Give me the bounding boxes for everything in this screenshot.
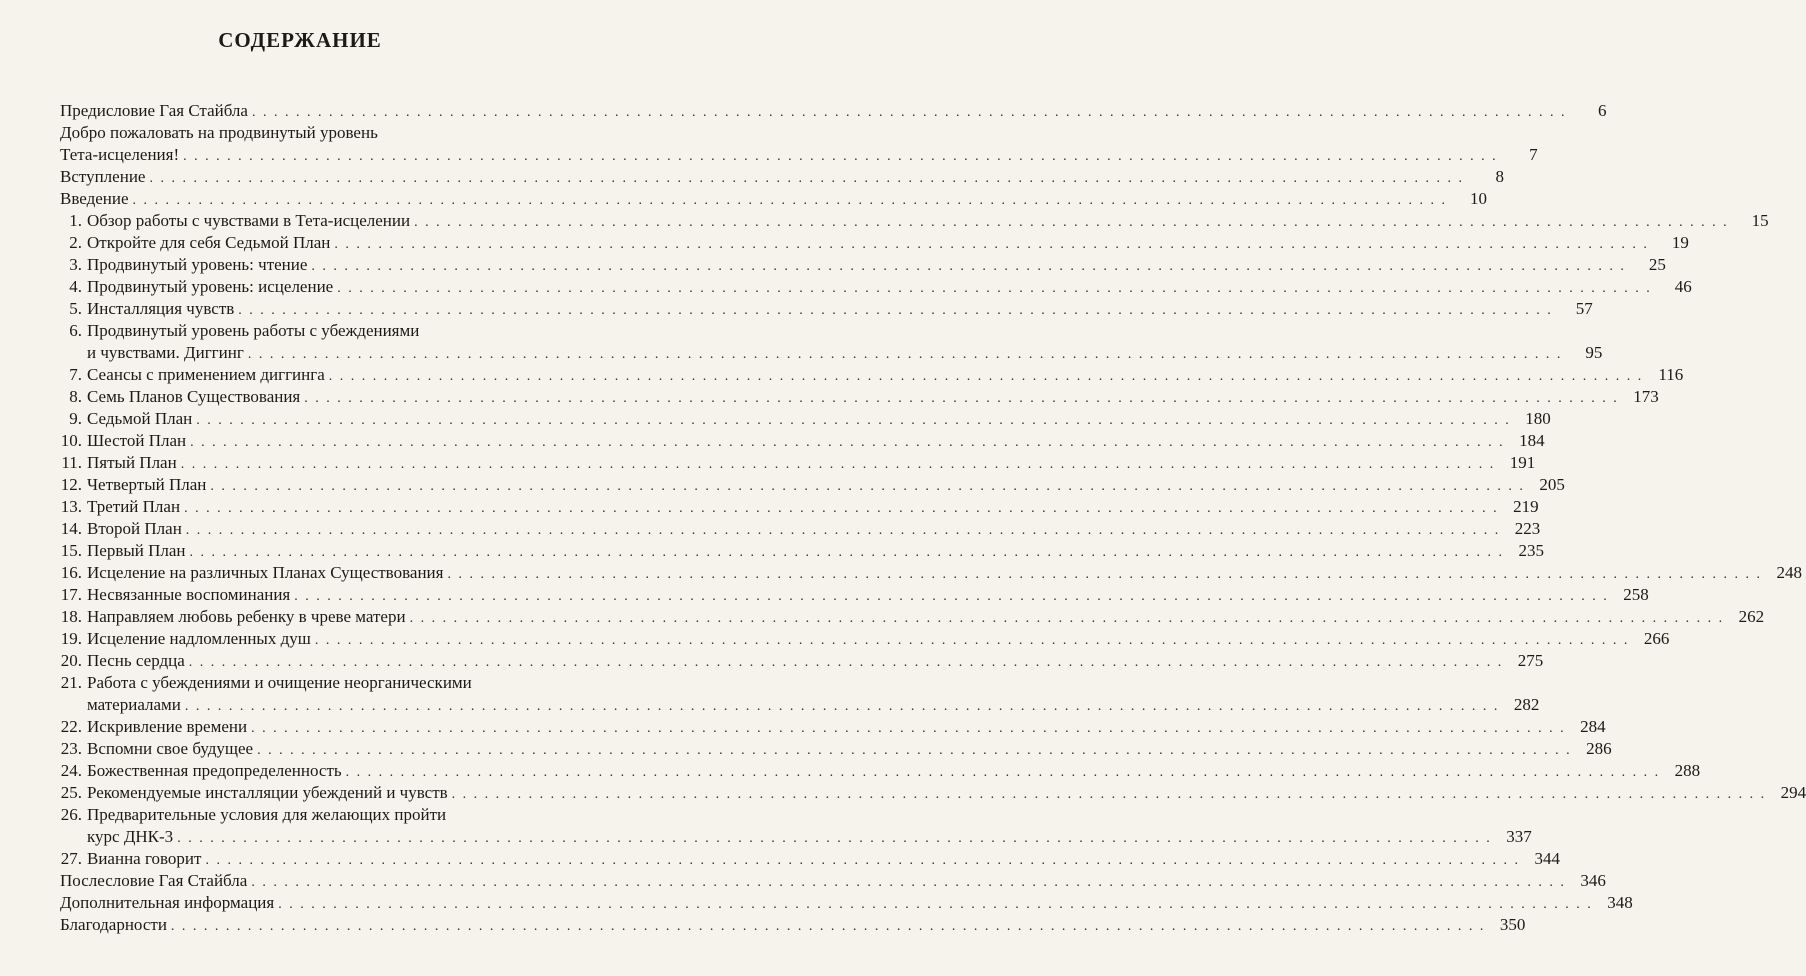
chapter-number: 14. bbox=[60, 519, 82, 538]
leader-dots: . . . . . . . . . . . . . . . . . . . . . . . . . . . . . . . . . . . . . . . . . . . . . . . . . . . . . . . . . . . . . . . . . . . . . . . . . . . . . . . . . . . . . . . . . . . . . . . . . . . . . . . . . . . . . . . . . . . . . . . . bbox=[205, 853, 1520, 868]
page-number: 7 bbox=[1529, 145, 1538, 164]
page-number: 262 bbox=[1738, 607, 1765, 626]
entry-title: и чувствами. Диггинг bbox=[87, 343, 244, 362]
leader-dots: . . . . . . . . . . . . . . . . . . . . . . . . . . . . . . . . . . . . . . . . . . . . . . . . . . . . . . . . . . . . . . . . . . . . . . . . . . . . . . . . . . . . . . . . . . . . . . . . . . . . . . . . . . . . . . . . . . . . . . . . bbox=[345, 765, 1661, 780]
page-number: 191 bbox=[1509, 453, 1536, 472]
entry-title: Четвертый План bbox=[87, 475, 207, 494]
toc-entry bbox=[60, 804, 1532, 848]
chapter-number: 20. bbox=[60, 651, 82, 670]
entry-title: Третий План bbox=[87, 497, 181, 516]
chapter-number: 3. bbox=[69, 255, 82, 274]
entry-title: Инсталляция чувств bbox=[87, 299, 235, 318]
page-title: СОДЕРЖАНИЕ bbox=[218, 28, 382, 52]
entry-title: Обзор работы с чувствами в Тета-исцелении bbox=[87, 211, 411, 230]
page-number: 235 bbox=[1518, 541, 1545, 560]
page-number: 15 bbox=[1751, 211, 1769, 230]
page-number: 25 bbox=[1648, 255, 1666, 274]
toc-entry bbox=[60, 254, 1666, 276]
entry-title: Искривление времени bbox=[87, 717, 248, 736]
toc-entry bbox=[60, 188, 1488, 210]
toc-entry bbox=[60, 738, 1612, 760]
chapter-number: 2. bbox=[69, 233, 82, 252]
page-number: 10 bbox=[1470, 189, 1488, 208]
leader-dots: . . . . . . . . . . . . . . . . . . . . . . . . . . . . . . . . . . . . . . . . . . . . . . . . . . . . . . . . . . . . . . . . . . . . . . . . . . . . . . . . . . . . . . . . . . . . . . . . . . . . . . . . . . . . . . . . . . . . . . . . bbox=[251, 721, 1566, 736]
toc-entry bbox=[60, 496, 1539, 518]
entry-title: курс ДНК-3 bbox=[87, 827, 174, 846]
entry-title: Сеансы с применением диггинга bbox=[87, 365, 325, 384]
entry-title: Вианна говорит bbox=[87, 849, 202, 868]
entry-title: Пятый План bbox=[87, 453, 177, 472]
page-number: 173 bbox=[1633, 387, 1659, 406]
toc-entry bbox=[60, 870, 1606, 892]
leader-dots: . . . . . . . . . . . . . . . . . . . . . . . . . . . . . . . . . . . . . . . . . . . . . . . . . . . . . . . . . . . . . . . . . . . . . . . . . . . . . . . . . . . . . . . . . . . . . . . . . . . . . . . . . . . . . . . . . . . . . . . . bbox=[238, 303, 1553, 318]
entry-title: Продвинутый уровень работы с убеждениями bbox=[87, 321, 420, 340]
leader-dots: . . . . . . . . . . . . . . . . . . . . . . . . . . . . . . . . . . . . . . . . . . . . . . . . . . . . . . . . . . . . . . . . . . . . . . . . . . . . . . . . . . . . . . . . . . . . . . . . . . . . . . . . . . . . . . . . . . . . . . . . bbox=[149, 171, 1464, 186]
chapter-number: 13. bbox=[60, 497, 82, 516]
toc-entry bbox=[60, 628, 1670, 650]
page-number: 294 bbox=[1780, 783, 1806, 802]
toc-entry bbox=[60, 386, 1659, 408]
entry-title: Послесловие Гая Стайбла bbox=[60, 871, 248, 890]
page-number: 46 bbox=[1674, 277, 1692, 296]
chapter-number: 18. bbox=[60, 607, 82, 626]
chapter-number: 25. bbox=[60, 783, 82, 802]
leader-dots: . . . . . . . . . . . . . . . . . . . . . . . . . . . . . . . . . . . . . . . . . . . . . . . . . . . . . . . . . . . . . . . . . . . . . . . . . . . . . . . . . . . . . . . . . . . . . . . . . . . . . . . . . . . . . . . . . . . . . . . . bbox=[185, 523, 1501, 538]
page-number: 258 bbox=[1623, 585, 1649, 604]
page-number: 95 bbox=[1585, 343, 1603, 362]
entry-title: Дополнительная информация bbox=[60, 893, 275, 912]
entry-title: Продвинутый уровень: исцеление bbox=[87, 277, 334, 296]
leader-dots: . . . . . . . . . . . . . . . . . . . . . . . . . . . . . . . . . . . . . . . . . . . . . . . . . . . . . . . . . . . . . . . . . . . . . . . . . . . . . . . . . . . . . . . . . . . . . . . . . . . . . . . . . . . . . . . . . . . . . . . . bbox=[414, 215, 1729, 230]
toc-entry bbox=[60, 320, 1603, 364]
leader-dots: . . . . . . . . . . . . . . . . . . . . . . . . . . . . . . . . . . . . . . . . . . . . . . . . . . . . . . . . . . . . . . . . . . . . . . . . . . . . . . . . . . . . . . . . . . . . . . . . . . . . . . . . . . . . . . . . . . . . . . . . bbox=[132, 193, 1448, 208]
leader-dots: . . . . . . . . . . . . . . . . . . . . . . . . . . . . . . . . . . . . . . . . . . . . . . . . . . . . . . . . . . . . . . . . . . . . . . . . . . . . . . . . . . . . . . . . . . . . . . . . . . . . . . . . . . . . . . . . . . . . . . . . bbox=[409, 611, 1725, 626]
entry-title: Шестой План bbox=[87, 431, 187, 450]
entry-title: Рекомендуемые инсталляции убеждений и чувств bbox=[87, 783, 448, 802]
page-number: 6 bbox=[1597, 101, 1607, 120]
entry-title: Исцеление надломленных душ bbox=[87, 629, 311, 648]
toc-entry bbox=[60, 760, 1701, 782]
page-number: 282 bbox=[1513, 695, 1540, 714]
toc-entry bbox=[60, 232, 1689, 254]
toc-entry bbox=[60, 298, 1593, 320]
leader-dots: . . . . . . . . . . . . . . . . . . . . . . . . . . . . . . . . . . . . . . . . . . . . . . . . . . . . . . . . . . . . . . . . . . . . . . . . . . . . . . . . . . . . . . . . . . . . . . . . . . . . . . . . . . . . . . . . . . . . . . . . bbox=[251, 105, 1567, 120]
chapter-number: 19. bbox=[60, 629, 82, 648]
leader-dots: . . . . . . . . . . . . . . . . . . . . . . . . . . . . . . . . . . . . . . . . . . . . . . . . . . . . . . . . . . . . . . . . . . . . . . . . . . . . . . . . . . . . . . . . . . . . . . . . . . . . . . . . . . . . . . . . . . . . . . . . bbox=[184, 699, 1500, 714]
chapter-number: 7. bbox=[69, 365, 82, 384]
page-number: 266 bbox=[1643, 629, 1670, 648]
toc-entry bbox=[60, 276, 1692, 298]
page-number: 275 bbox=[1517, 651, 1544, 670]
toc-entry bbox=[60, 166, 1504, 188]
entry-title: Откройте для себя Седьмой План bbox=[87, 233, 331, 252]
chapter-number: 17. bbox=[60, 585, 82, 604]
chapter-number: 16. bbox=[60, 563, 82, 582]
page-number: 57 bbox=[1575, 299, 1593, 318]
toc-entry bbox=[60, 122, 1538, 166]
toc-entry bbox=[60, 100, 1607, 122]
toc-entry bbox=[60, 848, 1560, 870]
leader-dots: . . . . . . . . . . . . . . . . . . . . . . . . . . . . . . . . . . . . . . . . . . . . . . . . . . . . . . . . . . . . . . . . . . . . . . . . . . . . . . . . . . . . . . . . . . . . . . . . . . . . . . . . . . . . . . . . . . . . . . . . bbox=[183, 149, 1498, 164]
entry-title: Первый План bbox=[87, 541, 186, 560]
toc-entry bbox=[60, 474, 1565, 496]
leader-dots: . . . . . . . . . . . . . . . . . . . . . . . . . . . . . . . . . . . . . . . . . . . . . . . . . . . . . . . . . . . . . . . . . . . . . . . . . . . . . . . . . . . . . . . . . . . . . . . . . . . . . . . . . . . . . . . . . . . . . . . . bbox=[170, 919, 1486, 934]
leader-dots: . . . . . . . . . . . . . . . . . . . . . . . . . . . . . . . . . . . . . . . . . . . . . . . . . . . . . . . . . . . . . . . . . . . . . . . . . . . . . . . . . . . . . . . . . . . . . . . . . . . . . . . . . . . . . . . . . . . . . . . . bbox=[294, 589, 1609, 604]
entry-title: Введение bbox=[60, 189, 129, 208]
toc-entry bbox=[60, 914, 1526, 936]
entry-title: Благодарности bbox=[60, 915, 167, 934]
leader-dots: . . . . . . . . . . . . . . . . . . . . . . . . . . . . . . . . . . . . . . . . . . . . . . . . . . . . . . . . . . . . . . . . . . . . . . . . . . . . . . . . . . . . . . . . . . . . . . . . . . . . . . . . . . . . . . . . . . . . . . . . bbox=[337, 281, 1652, 296]
chapter-number: 9. bbox=[69, 409, 82, 428]
page-number: 337 bbox=[1506, 827, 1532, 846]
chapter-number: 26. bbox=[60, 805, 82, 824]
page-number: 350 bbox=[1499, 915, 1526, 934]
page-number: 116 bbox=[1658, 365, 1684, 384]
toc-entry bbox=[60, 430, 1545, 452]
toc-entry bbox=[60, 364, 1684, 386]
page-number: 346 bbox=[1580, 871, 1606, 890]
toc-entry bbox=[60, 892, 1633, 914]
leader-dots: . . . . . . . . . . . . . . . . . . . . . . . . . . . . . . . . . . . . . . . . . . . . . . . . . . . . . . . . . . . . . . . . . . . . . . . . . . . . . . . . . . . . . . . . . . . . . . . . . . . . . . . . . . . . . . . . . . . . . . . . bbox=[180, 457, 1496, 472]
page-number: 286 bbox=[1586, 739, 1612, 758]
entry-title: Семь Планов Существования bbox=[87, 387, 301, 406]
chapter-number: 11. bbox=[61, 453, 82, 472]
page-number: 205 bbox=[1539, 475, 1565, 494]
entry-title: Направляем любовь ребенку в чреве матери bbox=[87, 607, 406, 626]
chapter-number: 27. bbox=[60, 849, 82, 868]
page-number: 284 bbox=[1580, 717, 1606, 736]
leader-dots: . . . . . . . . . . . . . . . . . . . . . . . . . . . . . . . . . . . . . . . . . . . . . . . . . . . . . . . . . . . . . . . . . . . . . . . . . . . . . . . . . . . . . . . . . . . . . . . . . . . . . . . . . . . . . . . . . . . . . . . . bbox=[451, 787, 1767, 802]
chapter-number: 15. bbox=[60, 541, 82, 560]
table-of-contents bbox=[60, 100, 1806, 936]
entry-title: Божественная предопределенность bbox=[87, 761, 342, 780]
entry-title: Добро пожаловать на продвинутый уровень bbox=[60, 123, 378, 142]
entry-title: Седьмой План bbox=[87, 409, 193, 428]
toc-entry bbox=[60, 518, 1541, 540]
toc-entry bbox=[60, 716, 1606, 738]
toc-entry bbox=[60, 562, 1802, 584]
chapter-number: 5. bbox=[69, 299, 82, 318]
page-number: 8 bbox=[1495, 167, 1504, 186]
leader-dots: . . . . . . . . . . . . . . . . . . . . . . . . . . . . . . . . . . . . . . . . . . . . . . . . . . . . . . . . . . . . . . . . . . . . . . . . . . . . . . . . . . . . . . . . . . . . . . . . . . . . . . . . . . . . . . . . . . . . . . . . bbox=[304, 391, 1619, 406]
leader-dots: . . . . . . . . . . . . . . . . . . . . . . . . . . . . . . . . . . . . . . . . . . . . . . . . . . . . . . . . . . . . . . . . . . . . . . . . . . . . . . . . . . . . . . . . . . . . . . . . . . . . . . . . . . . . . . . . . . . . . . . . bbox=[190, 435, 1505, 450]
toc-entry bbox=[60, 606, 1765, 628]
leader-dots: . . . . . . . . . . . . . . . . . . . . . . . . . . . . . . . . . . . . . . . . . . . . . . . . . . . . . . . . . . . . . . . . . . . . . . . . . . . . . . . . . . . . . . . . . . . . . . . . . . . . . . . . . . . . . . . . . . . . . . . . bbox=[247, 347, 1563, 362]
toc-entry bbox=[60, 782, 1806, 804]
leader-dots: . . . . . . . . . . . . . . . . . . . . . . . . . . . . . . . . . . . . . . . . . . . . . . . . . . . . . . . . . . . . . . . . . . . . . . . . . . . . . . . . . . . . . . . . . . . . . . . . . . . . . . . . . . . . . . . . . . . . . . . . bbox=[210, 479, 1525, 494]
toc-entry bbox=[60, 210, 1769, 232]
chapter-number: 23. bbox=[60, 739, 82, 758]
entry-title: Предварительные условия для желающих пройти bbox=[87, 805, 447, 824]
chapter-number: 8. bbox=[69, 387, 82, 406]
entry-title: Песнь сердца bbox=[87, 651, 185, 670]
toc-entry bbox=[60, 584, 1649, 606]
toc-entry bbox=[60, 408, 1551, 430]
chapter-number: 22. bbox=[60, 717, 82, 736]
leader-dots: . . . . . . . . . . . . . . . . . . . . . . . . . . . . . . . . . . . . . . . . . . . . . . . . . . . . . . . . . . . . . . . . . . . . . . . . . . . . . . . . . . . . . . . . . . . . . . . . . . . . . . . . . . . . . . . . . . . . . . . . bbox=[328, 369, 1644, 384]
leader-dots: . . . . . . . . . . . . . . . . . . . . . . . . . . . . . . . . . . . . . . . . . . . . . . . . . . . . . . . . . . . . . . . . . . . . . . . . . . . . . . . . . . . . . . . . . . . . . . . . . . . . . . . . . . . . . . . . . . . . . . . . bbox=[278, 897, 1593, 912]
leader-dots: . . . . . . . . . . . . . . . . . . . . . . . . . . . . . . . . . . . . . . . . . . . . . . . . . . . . . . . . . . . . . . . . . . . . . . . . . . . . . . . . . . . . . . . . . . . . . . . . . . . . . . . . . . . . . . . . . . . . . . . . bbox=[177, 831, 1492, 846]
leader-dots: . . . . . . . . . . . . . . . . . . . . . . . . . . . . . . . . . . . . . . . . . . . . . . . . . . . . . . . . . . . . . . . . . . . . . . . . . . . . . . . . . . . . . . . . . . . . . . . . . . . . . . . . . . . . . . . . . . . . . . . . bbox=[251, 875, 1566, 890]
page-number: 288 bbox=[1674, 761, 1701, 780]
chapter-number: 10. bbox=[60, 431, 82, 450]
chapter-number: 4. bbox=[69, 277, 82, 296]
page-number: 344 bbox=[1534, 849, 1560, 868]
leader-dots: . . . . . . . . . . . . . . . . . . . . . . . . . . . . . . . . . . . . . . . . . . . . . . . . . . . . . . . . . . . . . . . . . . . . . . . . . . . . . . . . . . . . . . . . . . . . . . . . . . . . . . . . . . . . . . . . . . . . . . . . bbox=[184, 501, 1499, 516]
entry-title: Несвязанные воспоминания bbox=[87, 585, 291, 604]
chapter-number: 6. bbox=[69, 321, 82, 340]
entry-title: Второй План bbox=[87, 519, 182, 538]
leader-dots: . . . . . . . . . . . . . . . . . . . . . . . . . . . . . . . . . . . . . . . . . . . . . . . . . . . . . . . . . . . . . . . . . . . . . . . . . . . . . . . . . . . . . . . . . . . . . . . . . . . . . . . . . . . . . . . . . . . . . . . . bbox=[188, 655, 1504, 670]
chapter-number: 21. bbox=[60, 673, 82, 692]
entry-title: Вступление bbox=[60, 167, 146, 186]
chapter-number: 1. bbox=[69, 211, 82, 230]
entry-title: Тета-исцеления! bbox=[60, 145, 180, 164]
page-number: 19 bbox=[1671, 233, 1689, 252]
entry-title: Предисловие Гая Стайбла bbox=[60, 101, 248, 120]
toc-entry bbox=[60, 650, 1544, 672]
page-number: 180 bbox=[1525, 409, 1551, 428]
chapter-number: 12. bbox=[60, 475, 82, 494]
toc-entry bbox=[60, 540, 1545, 562]
leader-dots: . . . . . . . . . . . . . . . . . . . . . . . . . . . . . . . . . . . . . . . . . . . . . . . . . . . . . . . . . . . . . . . . . . . . . . . . . . . . . . . . . . . . . . . . . . . . . . . . . . . . . . . . . . . . . . . . . . . . . . . . bbox=[447, 567, 1762, 582]
leader-dots: . . . . . . . . . . . . . . . . . . . . . . . . . . . . . . . . . . . . . . . . . . . . . . . . . . . . . . . . . . . . . . . . . . . . . . . . . . . . . . . . . . . . . . . . . . . . . . . . . . . . . . . . . . . . . . . . . . . . . . . . bbox=[189, 545, 1505, 560]
entry-title: Работа с убеждениями и очищение неорганическими bbox=[87, 673, 472, 692]
page-number: 348 bbox=[1607, 893, 1633, 912]
page-number: 219 bbox=[1513, 497, 1539, 516]
page-number: 248 bbox=[1776, 563, 1802, 582]
toc-entry bbox=[60, 452, 1536, 474]
entry-title: Вспомни свое будущее bbox=[87, 739, 254, 758]
page-number: 184 bbox=[1519, 431, 1545, 450]
leader-dots: . . . . . . . . . . . . . . . . . . . . . . . . . . . . . . . . . . . . . . . . . . . . . . . . . . . . . . . . . . . . . . . . . . . . . . . . . . . . . . . . . . . . . . . . . . . . . . . . . . . . . . . . . . . . . . . . . . . . . . . . bbox=[257, 743, 1572, 758]
page-number: 223 bbox=[1514, 519, 1541, 538]
leader-dots: . . . . . . . . . . . . . . . . . . . . . . . . . . . . . . . . . . . . . . . . . . . . . . . . . . . . . . . . . . . . . . . . . . . . . . . . . . . . . . . . . . . . . . . . . . . . . . . . . . . . . . . . . . . . . . . . . . . . . . . . bbox=[334, 237, 1649, 252]
leader-dots: . . . . . . . . . . . . . . . . . . . . . . . . . . . . . . . . . . . . . . . . . . . . . . . . . . . . . . . . . . . . . . . . . . . . . . . . . . . . . . . . . . . . . . . . . . . . . . . . . . . . . . . . . . . . . . . . . . . . . . . . bbox=[311, 259, 1626, 274]
entry-title: материалами bbox=[87, 695, 181, 714]
leader-dots: . . . . . . . . . . . . . . . . . . . . . . . . . . . . . . . . . . . . . . . . . . . . . . . . . . . . . . . . . . . . . . . . . . . . . . . . . . . . . . . . . . . . . . . . . . . . . . . . . . . . . . . . . . . . . . . . . . . . . . . . bbox=[314, 633, 1630, 648]
chapter-number: 24. bbox=[60, 761, 82, 780]
leader-dots: . . . . . . . . . . . . . . . . . . . . . . . . . . . . . . . . . . . . . . . . . . . . . . . . . . . . . . . . . . . . . . . . . . . . . . . . . . . . . . . . . . . . . . . . . . . . . . . . . . . . . . . . . . . . . . . . . . . . . . . . bbox=[196, 413, 1511, 428]
entry-title: Исцеление на различных Планах Существования bbox=[87, 563, 444, 582]
toc-entry bbox=[60, 672, 1540, 716]
entry-title: Продвинутый уровень: чтение bbox=[87, 255, 308, 274]
